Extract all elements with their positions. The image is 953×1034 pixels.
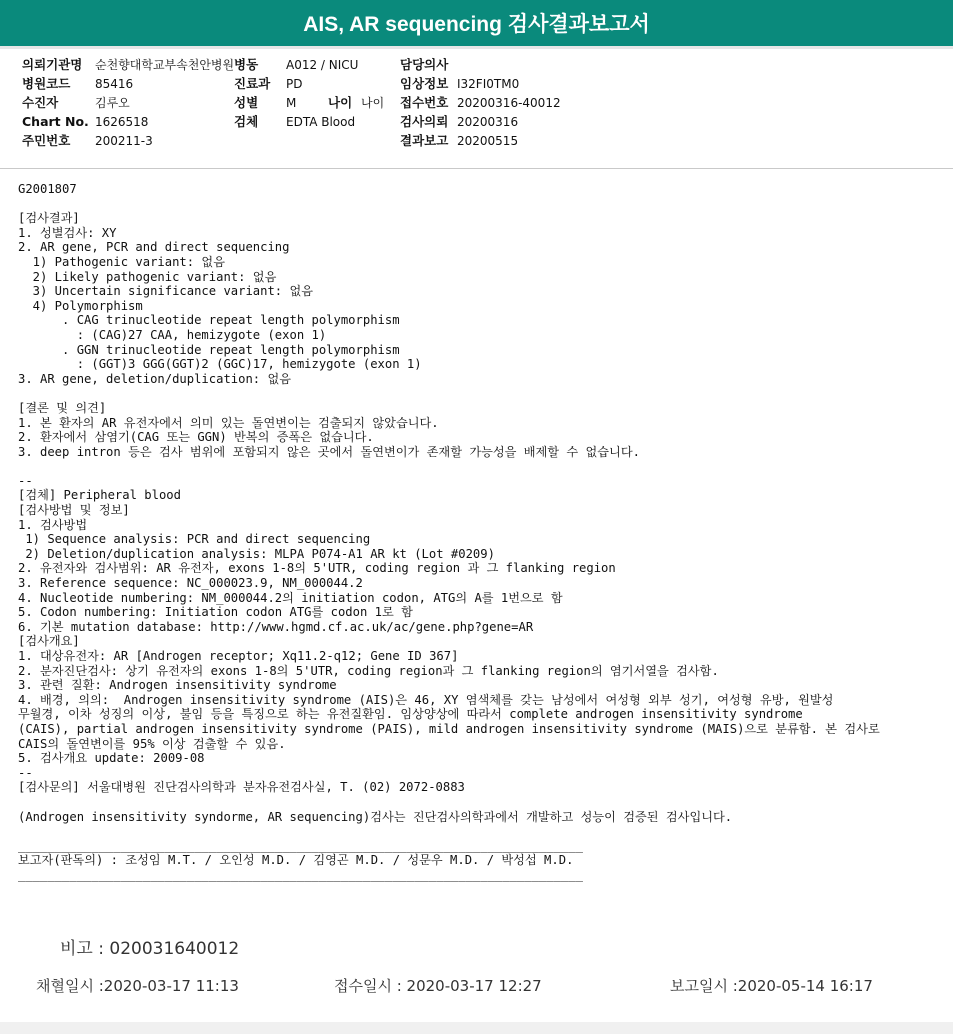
report-line: [검사결과] — [18, 211, 80, 226]
report-line: [검사문의] 서울대병원 진단검사의학과 분자유전검사실, T. (02) 2072-0883 — [18, 780, 465, 795]
value-result-report: 20200515 — [457, 134, 519, 148]
value-requesting-institution: 순천향대학교부속천안병원 — [95, 58, 235, 72]
label-clinical-info: 임상정보 — [400, 76, 449, 91]
report-line: 4. 배경, 의의: Androgen insensitivity syndrome (AIS)은 46, XY 염색체를 갖는 남성에서 여성형 외부 성기, 여성형 유방, 원발성 — [18, 692, 834, 707]
value-receipt-number: 20200316-40012 — [457, 96, 561, 110]
report-line: (Androgen insensitivity syndorme, AR sequencing)검사는 진단검사의학과에서 개발하고 성능이 검증된 검사입니다. — [18, 809, 733, 824]
report-line: . GGN trinucleotide repeat length polymorphism — [18, 342, 400, 357]
report-line: 1. 본 환자의 AR 유전자에서 의미 있는 돌연변이는 검출되지 않았습니다. — [18, 415, 439, 430]
label-department: 진료과 — [234, 76, 271, 91]
blank-line — [18, 197, 948, 212]
report-line: [검사방법 및 정보] — [18, 503, 130, 518]
receipt-datetime: 접수일시 : 2020-03-17 12:27 — [334, 977, 542, 995]
label-requesting-institution: 의뢰기관명 — [22, 57, 83, 72]
report-line: : (GGT)3 GGG(GGT)2 (GGC)17, hemizygote (exon 1) — [18, 357, 422, 372]
report-line: 5. 검사개요 update: 2009-08 — [18, 751, 205, 766]
report-line: 2. 환자에서 삼염기(CAG 또는 GGN) 반복의 증폭은 없습니다. — [18, 430, 374, 445]
value-resident-number: 200211-3 — [95, 134, 153, 148]
report-line: 1. 성별검사: XY — [18, 225, 117, 240]
report-line: 5. Codon numbering: Initiation codon ATG를 codon 1로 함 — [18, 605, 413, 620]
blank-line — [18, 795, 948, 810]
label-age: 나이 — [328, 95, 353, 110]
report-line: : (CAG)27 CAA, hemizygote (exon 1) — [18, 327, 327, 342]
label-chart-no: Chart No. — [22, 114, 89, 129]
report-line: 4) Polymorphism — [18, 298, 143, 313]
label-specimen: 검체 — [234, 114, 259, 129]
label-patient-name: 수진자 — [22, 95, 59, 110]
report-line: 6. 기본 mutation database: http://www.hgmd.cf.ac.uk/ac/gene.php?gene=AR — [18, 619, 534, 634]
blank-line — [18, 824, 948, 839]
report-line: . CAG trinucleotide repeat length polymorphism — [18, 313, 400, 328]
header-divider — [0, 168, 953, 169]
report-line: 1) Sequence analysis: PCR and direct sequencing — [18, 532, 371, 547]
report-datetime: 보고일시 :2020-05-14 16:17 — [670, 977, 873, 995]
report-line: -- — [18, 765, 33, 780]
collection-datetime: 채혈일시 :2020-03-17 11:13 — [36, 977, 239, 995]
report-line: 1) Pathogenic variant: 없음 — [18, 254, 225, 269]
report-line: [검사개요] — [18, 634, 80, 649]
report-line: 3. Reference sequence: NC_000023.9, NM_000044.2 — [18, 576, 363, 591]
report-line: 4. Nucleotide numbering: NM_000044.2의 initiation codon, ATG의 A를 1번으로 함 — [18, 590, 563, 605]
report-line: 2) Deletion/duplication analysis: MLPA P074-A1 AR kt (Lot #0209) — [18, 546, 495, 561]
report-line: 3. deep intron 등은 검사 범위에 포함되지 않은 곳에서 돌연변이가 존재할 가능성을 배제할 수 없습니다. — [18, 444, 640, 459]
label-ward: 병동 — [234, 57, 259, 72]
value-chart-no: 1626518 — [95, 115, 149, 129]
report-line: CAIS의 돌연변이를 95% 이상 검출할 수 있음. — [18, 736, 286, 751]
value-department: PD — [286, 77, 303, 91]
report-line: 3. AR gene, deletion/duplication: 없음 — [18, 371, 292, 386]
report-line: _____________________________________________________________________________ — [18, 867, 583, 882]
report-body — [18, 182, 948, 883]
report-line: 1. 대상유전자: AR [Androgen receptor; Xq11.2-q12; Gene ID 367] — [18, 649, 459, 663]
label-result-report: 결과보고 — [400, 133, 449, 148]
blank-line — [18, 459, 948, 474]
remark: 비고 : 020031640012 — [60, 939, 240, 959]
report-line: -- — [18, 473, 33, 488]
value-sex: M — [286, 96, 297, 110]
report-line: 3) Uncertain significance variant: 없음 — [18, 284, 314, 299]
report-line: [결론 및 의견] — [18, 400, 107, 415]
report-title: AIS, AR sequencing 검사결과보고서 — [0, 0, 953, 49]
report-footer — [0, 920, 953, 1034]
label-physician: 담당의사 — [400, 57, 449, 72]
report-line: 무월경, 이차 성징의 이상, 불임 등을 특징으로 하는 유전질환임. 임상양상에 따라서 complete androgen insensitivity syndrome — [18, 707, 803, 722]
report-line: [검체] Peripheral blood — [18, 488, 181, 503]
label-test-request: 검사의뢰 — [400, 114, 449, 129]
report-line: 2) Likely pathogenic variant: 없음 — [18, 269, 277, 284]
value-patient-name: 김루오 — [95, 96, 130, 110]
value-hospital-code: 85416 — [95, 77, 134, 91]
report-line: 보고자(판독의) : 조성임 M.T. / 오인성 M.D. / 김영곤 M.D. / 성문우 M.D. / 박성섭 M.D. — [18, 853, 574, 868]
label-resident-number: 주민번호 — [22, 133, 71, 148]
value-ward: A012 / NICU — [286, 58, 359, 72]
report-line: (CAIS), partial androgen insensitivity syndrome (PAIS), mild androgen insensitivity syndrome (MAIS)으로 분류함. 본 검사로 — [18, 721, 880, 736]
value-age: 나이 — [361, 96, 385, 110]
label-receipt-number: 접수번호 — [400, 95, 449, 110]
label-sex: 성별 — [234, 95, 259, 110]
bottom-band — [0, 1022, 953, 1034]
report-line: 2. 유전자와 검사범위: AR 유전자, exons 1-8의 5'UTR, coding region 과 그 flanking region — [18, 561, 616, 576]
label-hospital-code: 병원코드 — [22, 76, 71, 91]
report-line: 1. 검사방법 — [18, 517, 88, 532]
value-specimen: EDTA Blood — [286, 115, 356, 129]
report-line: G2001807 — [18, 182, 77, 196]
blank-line — [18, 386, 948, 401]
report-line: _____________________________________________________________________________ — [18, 838, 583, 853]
value-test-request: 20200316 — [457, 115, 519, 129]
report-line: 2. 분자진단검사: 상기 유전자의 exons 1-8의 5'UTR, coding region과 그 flanking region의 염기서열을 검사함. — [18, 663, 719, 678]
value-clinical-info: I32FI0TM0 — [457, 77, 520, 91]
report-line: 3. 관련 질환: Androgen insensitivity syndrome — [18, 678, 337, 693]
report-line: 2. AR gene, PCR and direct sequencing — [18, 240, 290, 255]
